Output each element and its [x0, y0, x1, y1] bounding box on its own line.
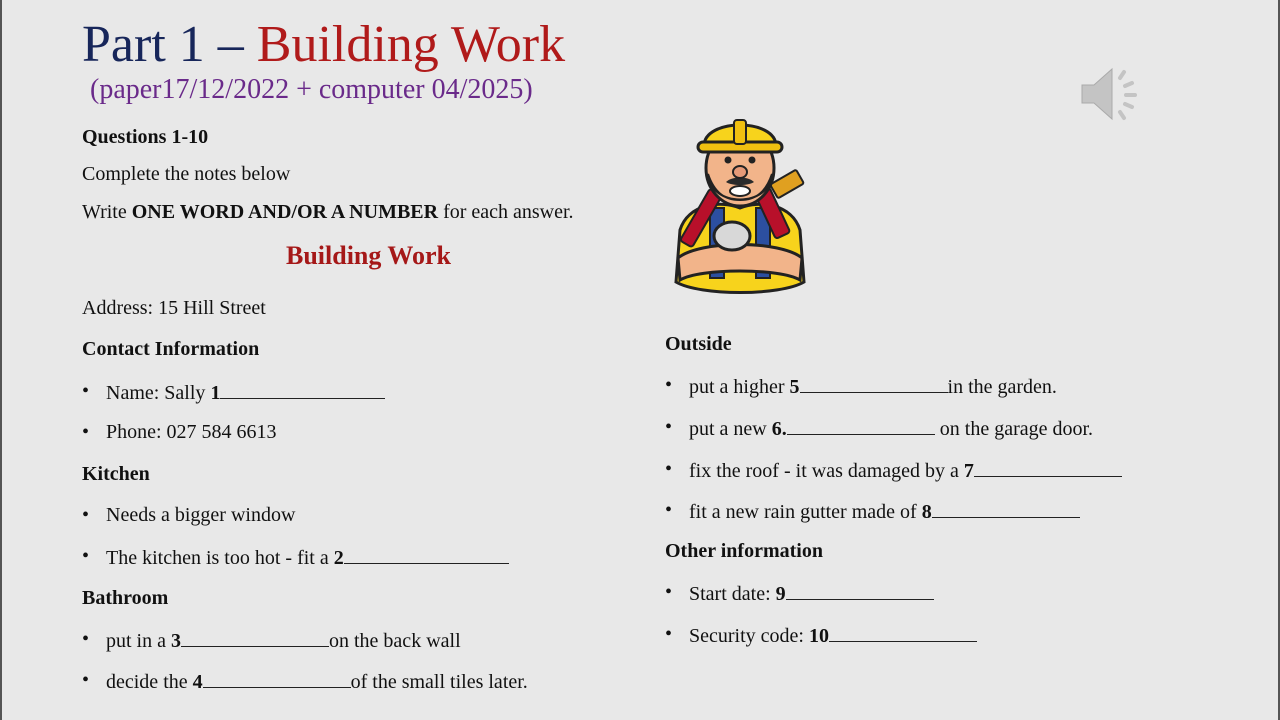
answer-blank-10[interactable] [829, 621, 977, 642]
answer-blank-7[interactable] [974, 456, 1122, 477]
bathroom-item-2-suffix: of the small tiles later. [350, 671, 528, 693]
bullet: • [82, 380, 90, 402]
outside-item-2 [665, 414, 1094, 442]
outside-heading: Outside [665, 333, 732, 355]
section-title: Building Work [286, 241, 451, 270]
instruction-write-suffix: for each answer. [438, 201, 574, 223]
question-number-2: 2 [333, 547, 344, 569]
other-item-1 [665, 579, 934, 607]
bullet: • [82, 421, 90, 443]
outside-item-1-suffix: in the garden. [947, 376, 1057, 398]
speaker-icon[interactable] [1078, 64, 1144, 124]
outside-item-3-prefix: fix the roof - it was damaged by a [689, 460, 964, 482]
answer-blank-8[interactable] [932, 497, 1080, 518]
answer-blank-3[interactable] [181, 626, 329, 647]
answer-blank-2[interactable] [344, 543, 509, 564]
question-number-7: 7 [963, 460, 974, 482]
kitchen-item-1-text: Needs a bigger window [106, 504, 296, 526]
answer-blank-1[interactable] [220, 378, 385, 399]
answer-blank-5[interactable] [800, 372, 948, 393]
other-item-1-prefix: Start date: [689, 583, 776, 605]
answer-blank-9[interactable] [786, 579, 934, 600]
other-info-heading: Other information [665, 540, 823, 562]
construction-worker-illustration [660, 112, 820, 296]
kitchen-item-2 [82, 543, 509, 571]
question-number-6: 6. [771, 418, 787, 440]
title-topic: Building Work [256, 16, 566, 73]
contact-name-item [82, 378, 385, 406]
question-number-8: 8 [921, 501, 932, 523]
questions-label: Questions 1-10 [82, 126, 209, 148]
bullet: • [82, 628, 90, 650]
instruction-complete: Complete the notes below [82, 163, 291, 185]
bathroom-item-1 [82, 626, 461, 654]
bullet: • [665, 499, 673, 521]
bullet: • [82, 669, 90, 691]
instruction-write-bold: ONE WORD AND/OR A NUMBER [131, 201, 439, 223]
phone-text: Phone: 027 584 6613 [106, 421, 277, 443]
bathroom-item-2 [82, 667, 528, 695]
outside-item-4 [665, 497, 1080, 525]
outside-item-4-prefix: fit a new rain gutter made of [689, 501, 922, 523]
other-item-2-prefix: Security code: [689, 625, 809, 647]
bullet: • [665, 458, 673, 480]
contact-heading: Contact Information [82, 338, 260, 360]
address-line: Address: 15 Hill Street [82, 297, 266, 319]
other-item-2 [665, 621, 977, 649]
bathroom-item-1-suffix: on the back wall [329, 630, 461, 652]
instruction-write [82, 199, 574, 225]
kitchen-item-2-prefix: The kitchen is too hot - fit a [106, 547, 334, 569]
kitchen-item-1 [82, 502, 296, 528]
bullet: • [665, 374, 673, 396]
outside-item-3 [665, 456, 1122, 484]
name-prefix: Name: Sally [106, 382, 211, 404]
title-part: Part 1 – [82, 16, 257, 73]
contact-phone-item [82, 419, 277, 445]
bathroom-heading: Bathroom [82, 587, 169, 609]
left-edge [0, 0, 2, 720]
answer-blank-6[interactable] [787, 414, 935, 435]
kitchen-heading: Kitchen [82, 463, 150, 485]
bullet: • [665, 623, 673, 645]
bullet: • [82, 545, 90, 567]
outside-item-1-prefix: put a higher [689, 376, 790, 398]
outside-item-2-suffix: on the garage door. [934, 418, 1094, 440]
bathroom-item-1-prefix: put in a [106, 630, 171, 652]
question-number-5: 5 [789, 376, 800, 398]
bullet: • [665, 416, 673, 438]
bullet: • [665, 581, 673, 603]
instruction-write-prefix: Write [82, 201, 132, 223]
answer-blank-4[interactable] [203, 667, 351, 688]
bathroom-item-2-prefix: decide the [106, 671, 193, 693]
question-number-9: 9 [775, 583, 786, 605]
page-title [82, 14, 565, 76]
question-number-10: 10 [808, 625, 829, 647]
question-number-4: 4 [192, 671, 203, 693]
bullet: • [82, 504, 90, 526]
question-number-3: 3 [171, 630, 181, 652]
page-subtitle: (paper17/12/2022 + computer 04/2025) [90, 74, 533, 105]
outside-item-2-prefix: put a new [689, 418, 772, 440]
outside-item-1 [665, 372, 1057, 400]
question-number-1: 1 [210, 382, 221, 404]
